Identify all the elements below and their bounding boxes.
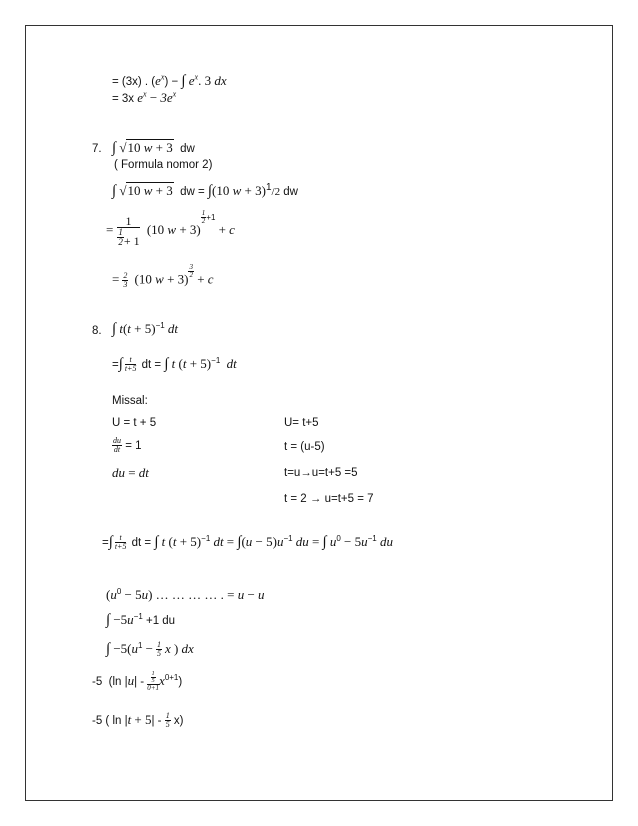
tail-step-1: $(u^0 - 5u)$ … … … … . = u − u [106,587,265,602]
tail-step-4: -5 (ln |u| - $\frac{\frac{1}{5}}{0+1}$ $x^{0+1}$) [92,671,183,693]
subst-right-upper-limit: t = 2 → u=t+5 = 7 [284,493,374,505]
problem-7-number: 7. [92,143,102,155]
missal-label: Missal: [112,395,148,407]
problem-7-step1: = 1 $\frac{1}{2}$ + 1 (10 w + 3) $^{\frac{1}{2} +1}$ + c [106,209,235,248]
tail-step-2: ∫ $-5u^{-1} +1$ du [106,612,176,628]
problem-7-result: = $\frac{2}{3}$ (10 w + 3) $^{\frac{3}{2}}$ + c [112,263,214,290]
subst-right-t: t = (u-5) [284,441,325,453]
subst-right-u: U= t+5 [284,417,319,429]
subst-u-definition: U = t + 5 [112,417,157,429]
subst-differential: du = dt [112,465,149,480]
problem-7-rewrite: ∫ √10 w + 3 dw = ∫(10 w + 3)$^1$/2 dw [112,182,298,199]
subst-derivative: $\frac{du}{dt}$ = 1 [113,436,142,455]
tail-step-3: ∫ $-5(u^1$ − $\frac{1}{5}$ x ) dx [106,640,194,659]
problem-8-integral: ∫ $t(t + 5)^{-1}$ dt [112,321,179,337]
equation-line-1: = (3x) . $(e^x)$ − ∫ $e^x$. 3 dx [112,72,227,89]
problem-8-number: 8. [92,325,102,337]
formula-note: ( Formula nomor 2) [114,159,213,171]
subst-right-lower-limit: t=u→u=t+5 =5 [284,467,358,479]
substituted-integral: =∫ $\frac{t}{t+5}$ dt = ∫ t $(t + 5)^{-1}$ dt = $\int(u - 5)u^{-1}$ du = ∫ $u^0 - 5u^{-1}$ du [102,533,393,552]
subst-derivative-value: = 1 [125,440,142,452]
equation-line-2: = 3x $e^x - 3e^x$ [112,89,177,105]
problem-7-integral: ∫ √10 w + 3 dw [112,140,195,156]
dw-label: dw [180,143,195,155]
problem-8-rewrite: =∫ $\frac{t}{t+5}$ dt = ∫ t $(t + 5)^{-1}$ dt [112,355,237,374]
document-page [25,25,613,801]
tail-step-5: -5 ( ln |t + 5| - $\frac{1}{5}$ x) [92,711,184,730]
